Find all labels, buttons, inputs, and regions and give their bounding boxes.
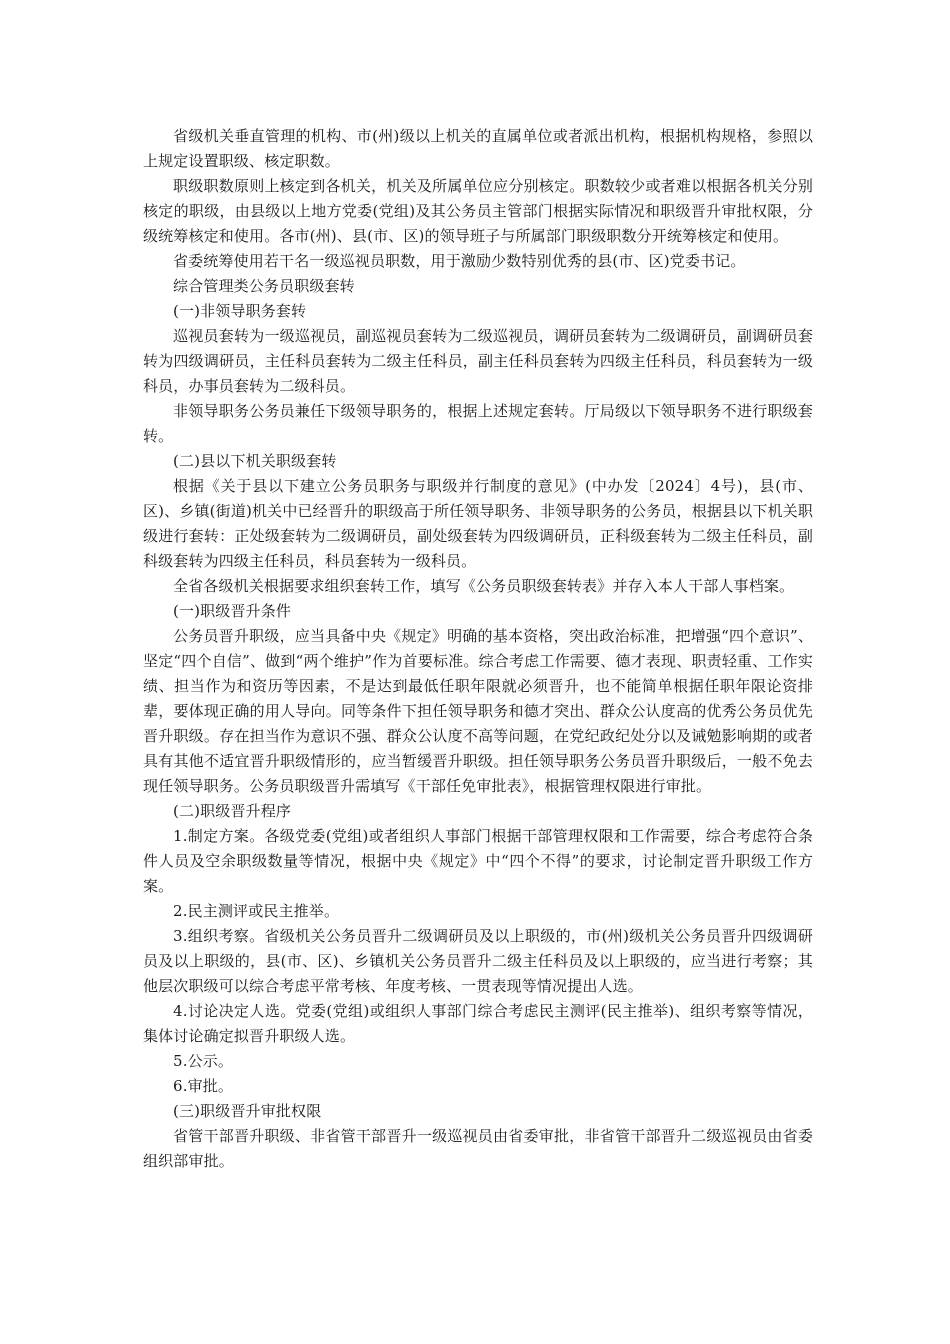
paragraph-conversion-form: 全省各级机关根据要求组织套转工作，填写《公务员职级套转表》并存入本人干部人事档案。 [173,577,795,595]
subheading-promotion-procedure: (二)职级晋升程序 [173,802,292,820]
paragraph-approval-authority: 省管干部晋升职级、非省管干部晋升一级巡视员由省委审批，非省管干部晋升二级巡视员由省委组织部审批。 [143,1127,813,1170]
paragraph-setup-rules: 省级机关垂直管理的机构、市(州)级以上机关的直属单位或者派出机构，根据机构规格，参照以上规定设置职级、核定职数。 [143,127,813,170]
procedure-step-3: 3.组织考察。省级机关公务员晋升二级调研员及以上职级的，市(州)级机关公务员晋升四级调研员及以上职级的，县(市、区)、乡镇机关公务员晋升二级主任科员及以上职级的，应当进行考察；其他层次职级可以综合考虑平常考核、年度考核、一贯表现等情况提出人选。 [143,927,813,995]
procedure-step-2: 2.民主测评或民主推举。 [173,902,340,920]
paragraph-promotion-conditions: 公务员晋升职级，应当具备中央《规定》明确的基本资格，突出政治标准，把增强“四个意识”、坚定“四个自信”、做到“两个维护”作为首要标准。综合考虑工作需要、德才表现、职责轻重、工作实绩、担当作为和资历等因素，不是达到最低任职年限就必须晋升，也不能简单根据任职年限论资排辈，要体现正确的用人导向。同等条件下担任领导职务和德才突出、群众公认度高的优秀公务员优先晋升职级。存在担当作为意识不强、群众公认度不高等问题，在党纪政纪处分以及诫勉影响期的或者具有其他不适宜晋升职级情形的，应当暂缓晋升职级。担任领导职务公务员晋升职级后，一般不免去现任领导职务。公务员职级晋升需填写《干部任免审批表》，根据管理权限进行审批。 [143,627,813,795]
procedure-step-5: 5.公示。 [173,1052,234,1070]
paragraph-provincial-quota: 省委统筹使用若干名一级巡视员职数，用于激励少数特别优秀的县(市、区)党委书记。 [173,252,746,270]
paragraph-non-leadership-conversion: 巡视员套转为一级巡视员，副巡视员套转为二级巡视员，调研员套转为二级调研员，副调研员套转为四级调研员，主任科员套转为二级主任科员，副主任科员套转为四级主任科员，科员套转为一级科员，办事员套转为二级科员。 [143,327,813,395]
procedure-step-6: 6.审批。 [173,1077,234,1095]
procedure-step-4: 4.讨论决定人选。党委(党组)或组织人事部门综合考虑民主测评(民主推举)、组织考察等情况，集体讨论确定拟晋升职级人选。 [143,1002,813,1045]
procedure-step-1: 1.制定方案。各级党委(党组)或者组织人事部门根据干部管理权限和工作需要，综合考虑符合条件人员及空余职级数量等情况，根据中央《规定》中“四个不得”的要求，讨论制定晋升职级工作方案。 [143,827,813,895]
paragraph-concurrent-posts: 非领导职务公务员兼任下级领导职务的，根据上述规定套转。厅局级以下领导职务不进行职级套转。 [143,402,813,445]
subheading-promotion-conditions: (一)职级晋升条件 [173,602,292,620]
subheading-county-level: (二)县以下机关职级套转 [173,452,337,470]
document-body [143,124,813,1174]
paragraph-quota-verification: 职级职数原则上核定到各机关，机关及所属单位应分别核定。职数较少或者难以根据各机关分别核定的职级，由县级以上地方党委(党组)及其公务员主管部门根据实际情况和职级晋升审批权限，分级统筹核定和使用。各市(州)、县(市、区)的领导班子与所属部门职级职数分开统筹核定和使用。 [143,177,813,245]
section-heading-conversion: 综合管理类公务员职级套转 [173,277,355,295]
paragraph-county-conversion: 根据《关于县以下建立公务员职务与职级并行制度的意见》(中办发〔2024〕4号)，县(市、区)、乡镇(街道)机关中已经晋升的职级高于所任领导职务、非领导职务的公务员，根据县以下机关职级进行套转：正处级套转为二级调研员，副处级套转为四级调研员，正科级套转为二级主任科员，副科级套转为四级主任科员，科员套转为一级科员。 [143,477,813,570]
subheading-approval-authority: (三)职级晋升审批权限 [173,1102,322,1120]
subheading-non-leadership: (一)非领导职务套转 [173,302,307,320]
